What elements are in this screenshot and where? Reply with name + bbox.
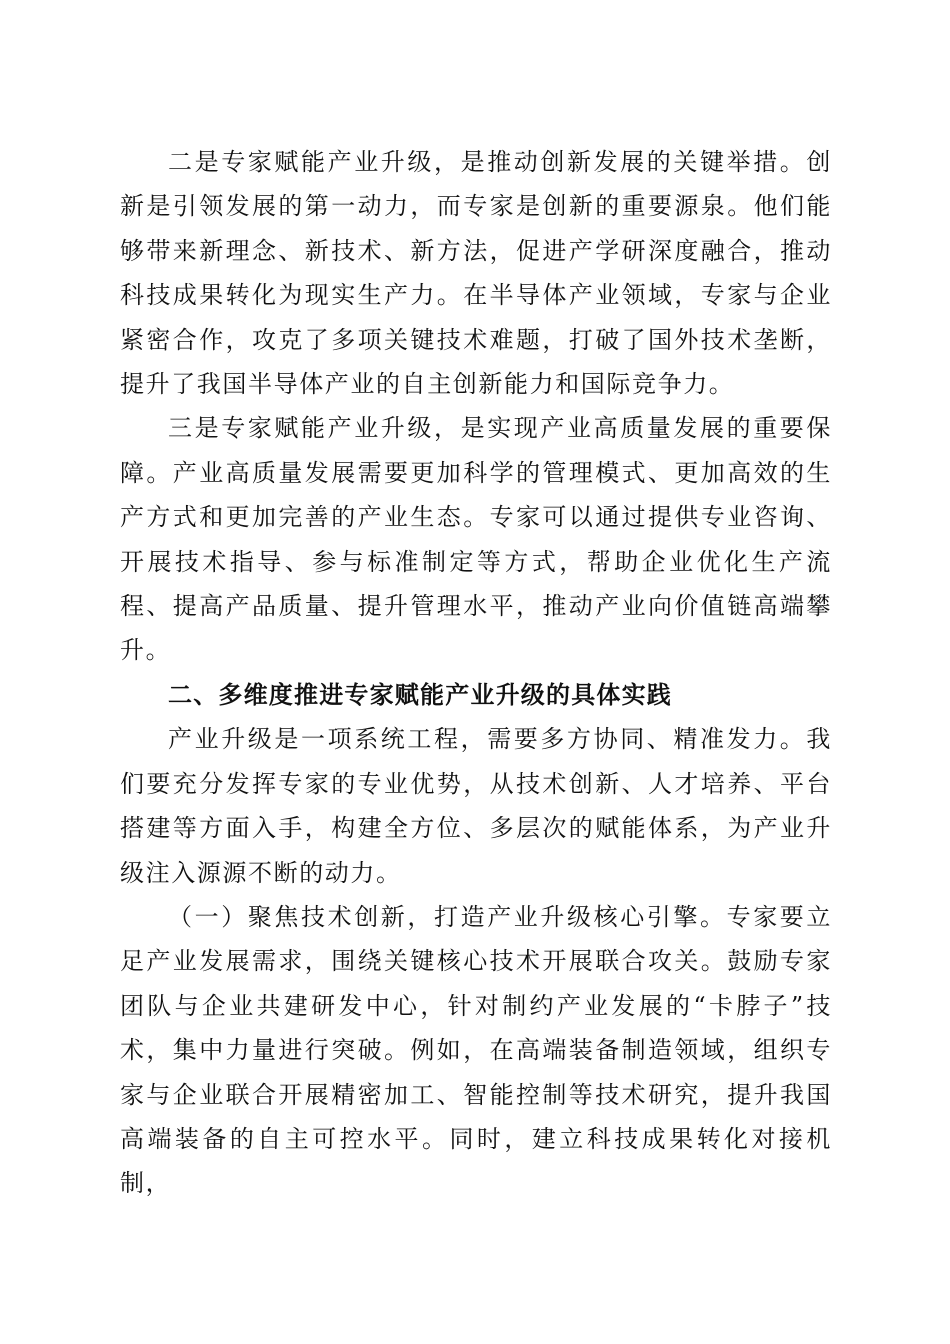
paragraph-innovation-driver: 二是专家赋能产业升级，是推动创新发展的关键举措。创新是引领发展的第一动力，而专家是创新的重要源泉。他们能够带来新理念、新技术、新方法，促进产学研深度融合，推动科技成果转化为现实生产力。在半导体产业领域，专家与企业紧密合作，攻克了多项关键技术难题，打破了国外技术垄断，提升了我国半导体产业的自主创新能力和国际竞争力。 bbox=[120, 148, 832, 399]
paragraph-quality-development: 三是专家赋能产业升级，是实现产业高质量发展的重要保障。产业高质量发展需要更加科学的管理模式、更加高效的生产方式和更加完善的产业生态。专家可以通过提供专业咨询、开展技术指导、参与标准制定等方式，帮助企业优化生产流程、提高产品质量、提升管理水平，推动产业向价值链高端攀升。 bbox=[120, 414, 832, 665]
section-heading-practice: 二、多维度推进专家赋能产业升级的具体实践 bbox=[168, 680, 672, 709]
document-body bbox=[120, 140, 832, 1206]
paragraph-system-engineering: 产业升级是一项系统工程，需要多方协同、精准发力。我们要充分发挥专家的专业优势，从技术创新、人才培养、平台搭建等方面入手，构建全方位、多层次的赋能体系，为产业升级注入源源不断的动力。 bbox=[120, 725, 832, 887]
paragraph-tech-innovation: （一）聚焦技术创新，打造产业升级核心引擎。专家要立足产业发展需求，围绕关键核心技术开展联合攻关。鼓励专家团队与企业共建研发中心，针对制约产业发展的“卡脖子”技术，集中力量进行突破。例如，在高端装备制造领域，组织专家与企业联合开展精密加工、智能控制等技术研究，提升我国高端装备的自主可控水平。同时，建立科技成果转化对接机制， bbox=[120, 902, 832, 1198]
